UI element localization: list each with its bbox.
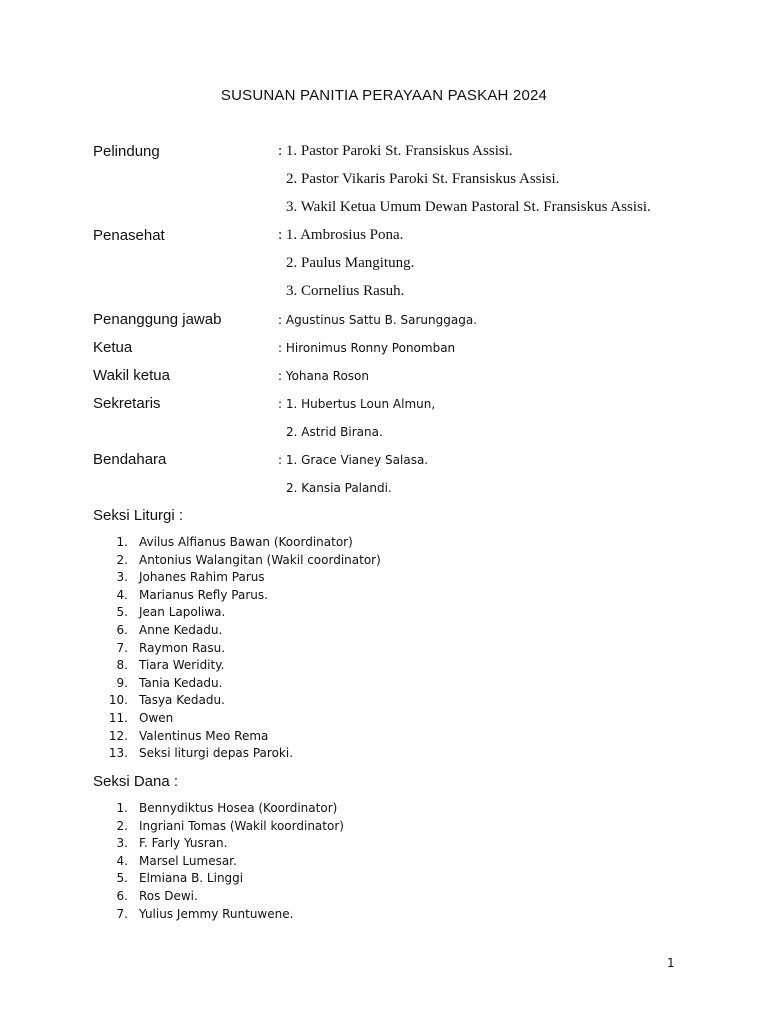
pelindung-line-3: 3. Wakil Ketua Umum Dewan Pastoral St. Fransiskus Assisi. [286,199,651,215]
list-text: Tania Kedadu. [139,675,223,690]
document-title: SUSUNAN PANITIA PERAYAAN PASKAH 2024 [220,87,548,104]
list-number: 6. [116,622,128,637]
sekretaris-line-2: 2. Astrid Birana. [286,425,383,439]
pelindung-line-1: : 1. Pastor Paroki St. Fransiskus Assisi. [278,143,513,159]
role-label-bendahara: Bendahara [93,451,167,468]
list-text: Anne Kedadu. [139,622,223,637]
list-text: Valentinus Meo Rema [139,728,269,743]
list-item [0,588,768,606]
list-text: Avilus Alfianus Bawan (Koordinator) [139,535,353,549]
list-number: 13. [108,746,128,761]
list-item [0,711,768,729]
list-number: 3. [116,836,128,851]
role-label-penanggung-jawab: Penanggung jawab [93,311,222,328]
list-item [0,801,768,819]
list-item [0,605,768,623]
role-label-pelindung: Pelindung [93,143,160,160]
penasehat-line-2: 2. Paulus Mangitung. [286,255,415,271]
list-number: 12. [108,728,128,743]
list-item [0,623,768,641]
list-item [0,535,768,553]
ketua-value: : Hironimus Ronny Ponomban [278,341,456,355]
list-text: Yulius Jemmy Runtuwene. [139,906,294,921]
list-number: 2. [116,818,128,833]
list-item [0,676,768,694]
list-text: Marianus Refly Parus. [139,587,268,602]
seksi-liturgi-list [0,535,768,764]
list-item [0,658,768,676]
list-item [0,570,768,588]
list-text: Owen [139,710,174,725]
wakil-ketua-value: : Yohana Roson [278,369,370,383]
penasehat-line-3: 3. Cornelius Rasuh. [286,283,405,299]
list-text: Antonius Walangitan (Wakil coordinator) [139,552,381,567]
list-text: Ros Dewi. [139,888,198,903]
list-number: 11. [108,710,128,725]
list-item [0,871,768,889]
list-number: 3. [116,570,128,585]
list-item [0,693,768,711]
list-text: Tasya Kedadu. [139,693,225,708]
list-item [0,746,768,764]
role-label-ketua: Ketua [93,339,133,356]
list-text: Tiara Weridity. [139,658,225,673]
list-number: 4. [116,853,128,868]
list-number: 2. [116,552,128,567]
list-number: 1. [116,801,128,815]
list-number: 7. [116,906,128,921]
list-text: Seksi liturgi depas Paroki. [139,746,294,761]
list-number: 5. [116,605,128,620]
list-number: 6. [116,888,128,903]
list-number: 1. [116,535,128,549]
list-text: Elmiana B. Linggi [139,871,244,886]
list-number: 4. [116,587,128,602]
list-item [0,819,768,837]
bendahara-line-2: 2. Kansia Palandi. [286,481,392,495]
list-number: 7. [116,640,128,655]
list-text: Ingriani Tomas (Wakil koordinator) [139,818,344,833]
list-item [0,729,768,747]
list-item [0,641,768,659]
bendahara-line-1: : 1. Grace Vianey Salasa. [278,453,429,467]
page-number: 1 [667,956,675,970]
list-number: 8. [116,658,128,673]
list-item [0,836,768,854]
list-text: Bennydiktus Hosea (Koordinator) [139,801,338,815]
seksi-dana-list [0,801,768,924]
seksi-dana-heading: Seksi Dana : [93,773,179,790]
role-label-penasehat: Penasehat [93,227,165,244]
seksi-liturgi-heading: Seksi Liturgi : [93,507,184,524]
pelindung-line-2: 2. Pastor Vikaris Paroki St. Fransiskus Assisi. [286,171,560,187]
role-label-wakil-ketua: Wakil ketua [93,367,170,384]
list-item [0,553,768,571]
list-text: Raymon Rasu. [139,640,226,655]
role-label-sekretaris: Sekretaris [93,395,161,412]
list-number: 10. [108,693,128,708]
sekretaris-line-1: : 1. Hubertus Loun Almun, [278,397,436,411]
list-text: F. Farly Yusran. [139,836,228,851]
penanggung-jawab-value: : Agustinus Sattu B. Sarunggaga. [278,313,478,327]
penasehat-line-1: : 1. Ambrosius Pona. [278,227,404,243]
list-item [0,907,768,925]
list-number: 5. [116,871,128,886]
list-item [0,854,768,872]
list-text: Jean Lapoliwa. [139,605,226,620]
list-text: Johanes Rahim Parus [139,570,265,585]
list-text: Marsel Lumesar. [139,853,237,868]
list-item [0,889,768,907]
list-number: 9. [116,675,128,690]
